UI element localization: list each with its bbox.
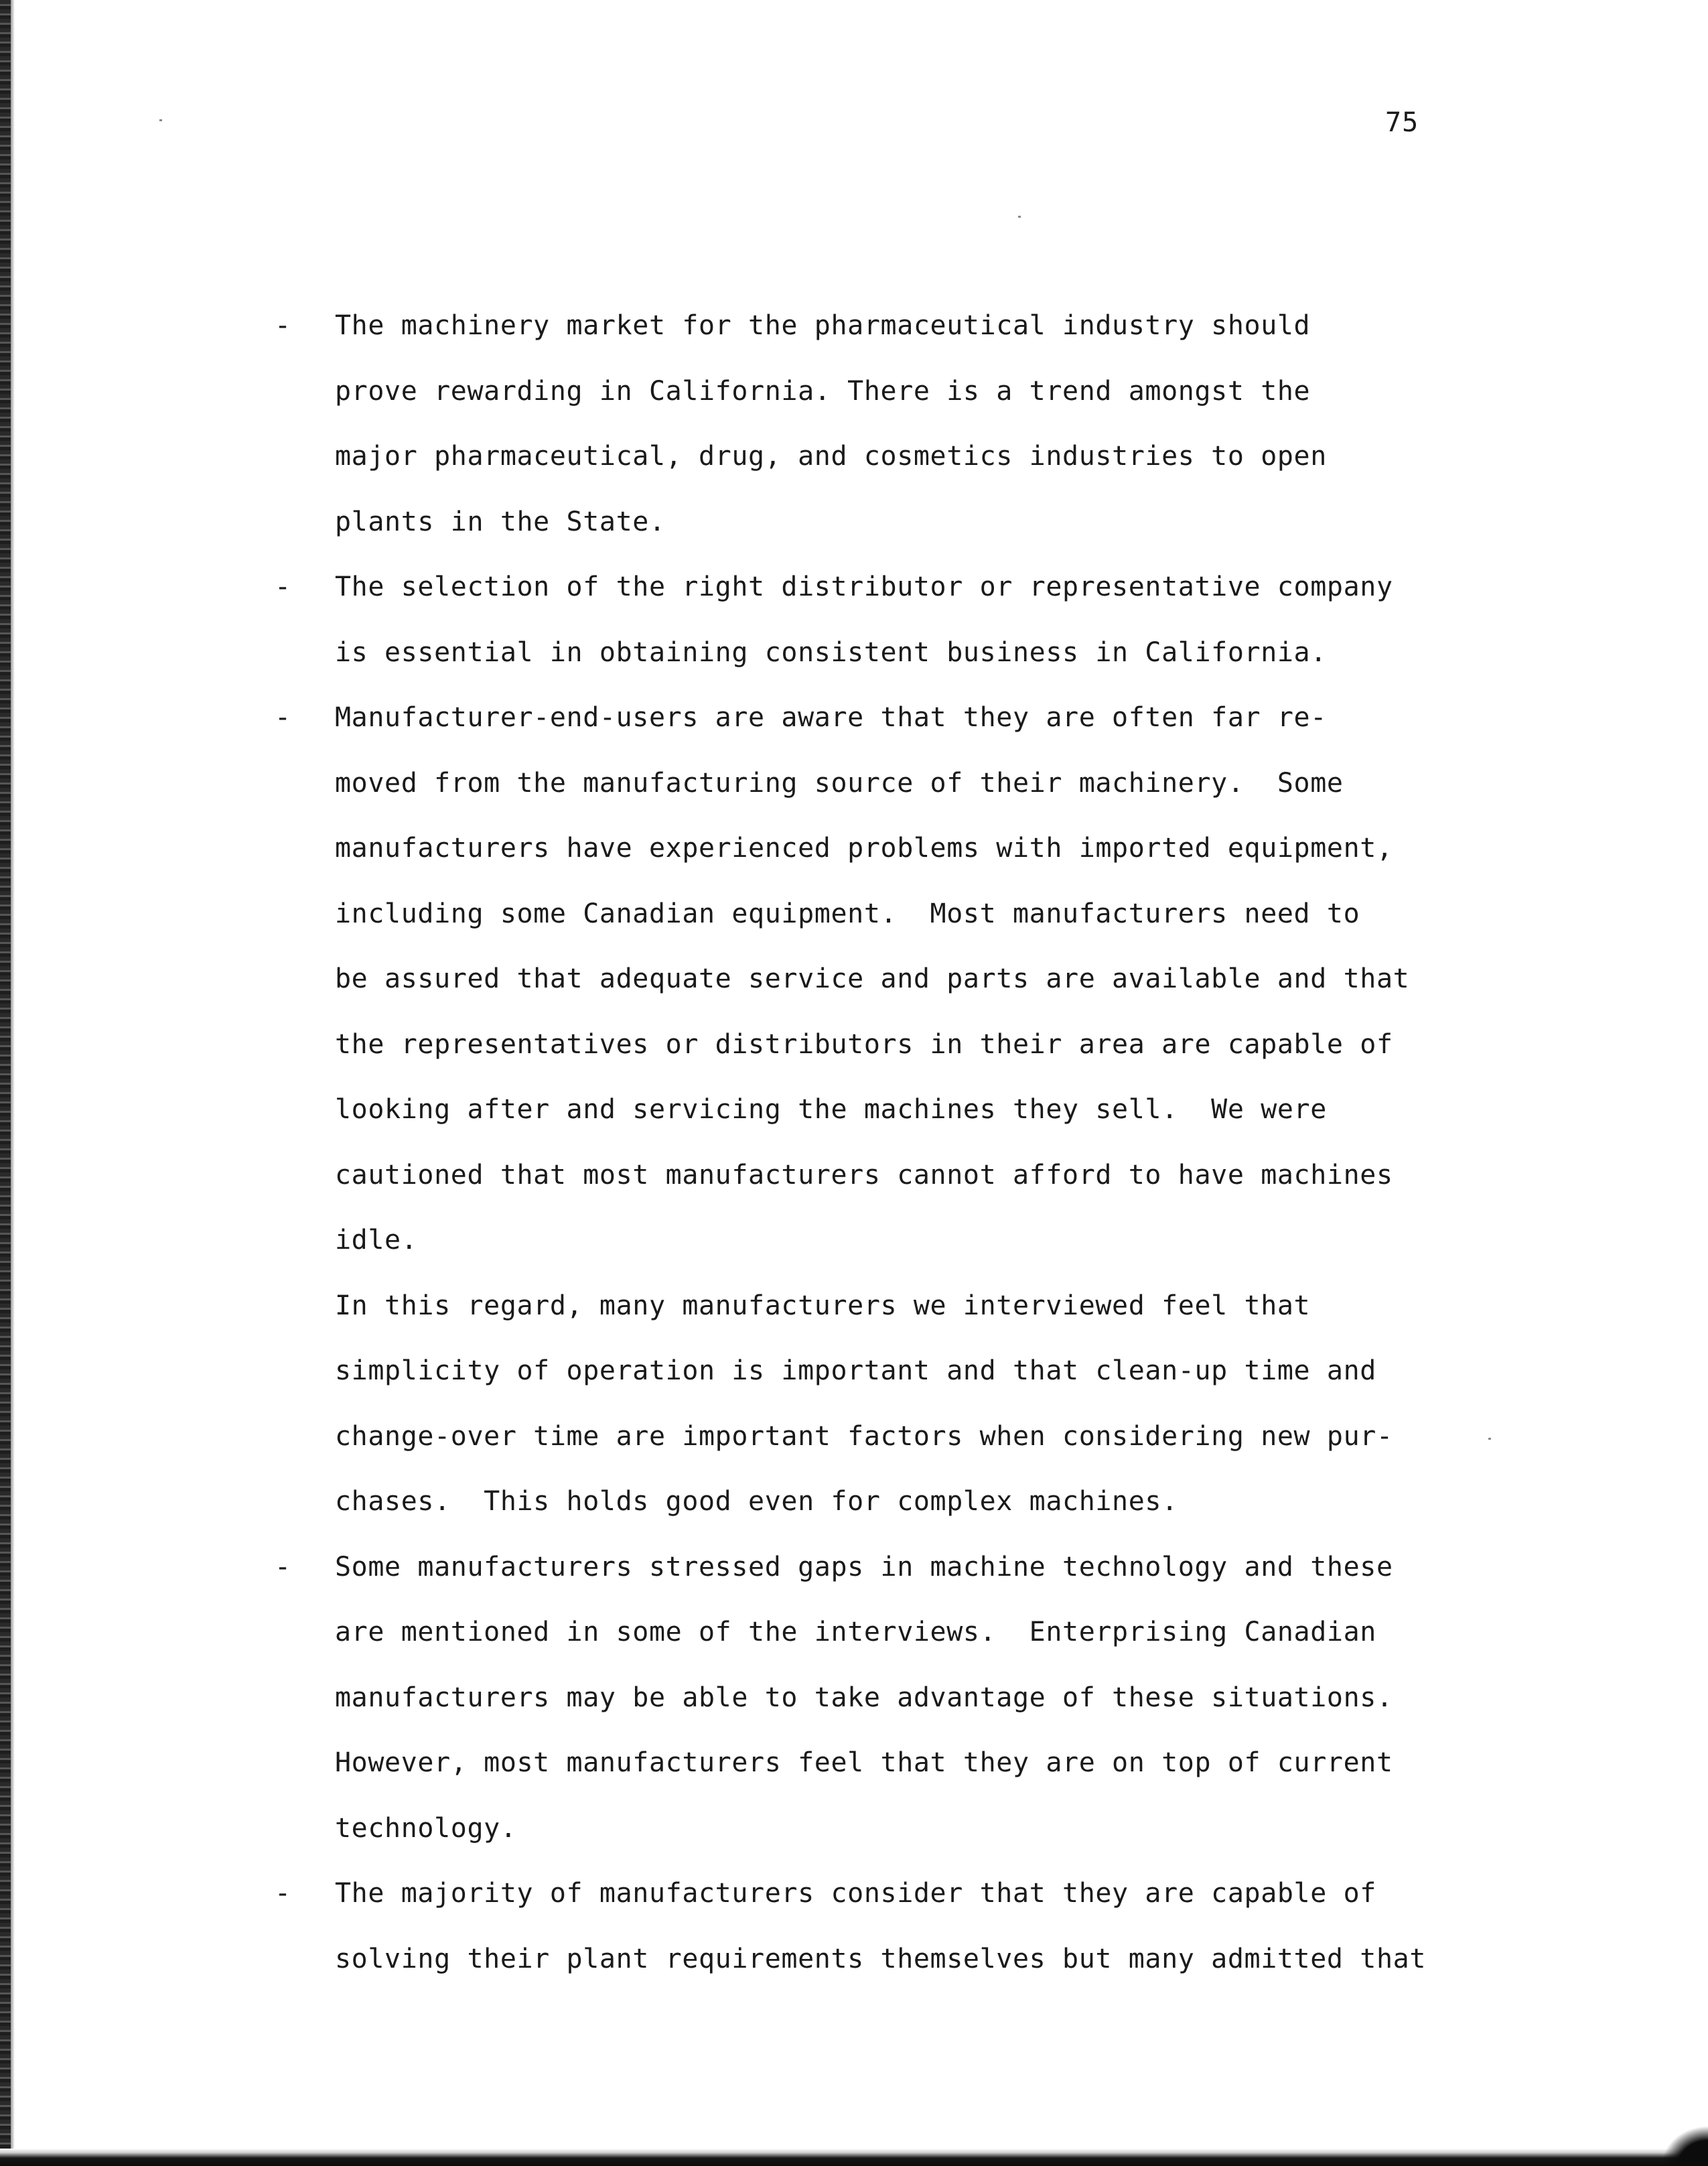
bullet-dash: - — [275, 1551, 291, 1582]
list-item — [275, 685, 1433, 1535]
text-line: simplicity of operation is important and that clean-up time and — [335, 1355, 1376, 1386]
scan-binding-edge — [0, 0, 11, 2166]
list-item — [275, 293, 1433, 555]
list-item — [275, 1535, 1433, 1862]
scan-speck — [1018, 216, 1021, 218]
scan-speck — [1488, 1438, 1491, 1440]
text-line: change-over time are important factors when considering new pur- — [335, 1420, 1393, 1452]
text-line: prove rewarding in California. There is a trend amongst the — [335, 375, 1311, 407]
text-line: are mentioned in some of the interviews. Enterprising Canadian — [335, 1617, 1376, 1647]
text-line: looking after and servicing the machines they sell. We were — [335, 1094, 1327, 1125]
scan-bottom-edge — [0, 2149, 1708, 2166]
text-line: idle. — [335, 1225, 418, 1256]
text-line: chases. This holds good even for complex machines. — [335, 1486, 1178, 1517]
text-line: Some manufacturers stressed gaps in machine technology and these — [335, 1551, 1393, 1582]
text-line: is essential in obtaining consistent business in California. — [335, 636, 1327, 668]
bullet-dash: - — [275, 702, 291, 733]
list-item — [275, 1861, 1433, 1992]
text-line: Manufacturer-end-users are aware that they are often far re- — [335, 702, 1327, 733]
text-line: The machinery market for the pharmaceutical industry should — [335, 310, 1311, 341]
text-line: manufacturers have experienced problems with imported equipment, — [335, 833, 1393, 864]
text-line: The selection of the right distributor or representative company — [335, 571, 1393, 602]
text-line: the representatives or distributors in their area are capable of — [335, 1028, 1393, 1060]
page-number: 75 — [1385, 107, 1419, 138]
bullet-dash: - — [275, 310, 291, 341]
text-line: plants in the State. — [335, 506, 666, 537]
text-line: However, most manufacturers feel that they are on top of current — [335, 1747, 1393, 1778]
bullet-dash: - — [275, 571, 291, 602]
bullet-dash: - — [275, 1878, 291, 1909]
bullet-list — [275, 293, 1433, 1992]
text-line: In this regard, many manufacturers we interviewed feel that — [335, 1290, 1311, 1321]
scan-corner-shadow — [1661, 2126, 1708, 2166]
text-line: be assured that adequate service and parts are available and that — [335, 963, 1410, 994]
text-line: technology. — [335, 1812, 517, 1844]
scan-speck — [159, 119, 162, 121]
text-line: moved from the manufacturing source of their machinery. Some — [335, 767, 1344, 799]
text-line: solving their plant requirements themselves but many admitted that — [335, 1943, 1427, 1974]
text-line: major pharmaceutical, drug, and cosmetics industries to open — [335, 441, 1327, 472]
text-line: cautioned that most manufacturers cannot afford to have machines — [335, 1159, 1393, 1191]
text-line: including some Canadian equipment. Most manufacturers need to — [335, 898, 1360, 929]
list-item — [275, 555, 1433, 685]
text-line: manufacturers may be able to take advantage of these situations. — [335, 1682, 1393, 1713]
text-line: The majority of manufacturers consider that they are capable of — [335, 1878, 1376, 1909]
